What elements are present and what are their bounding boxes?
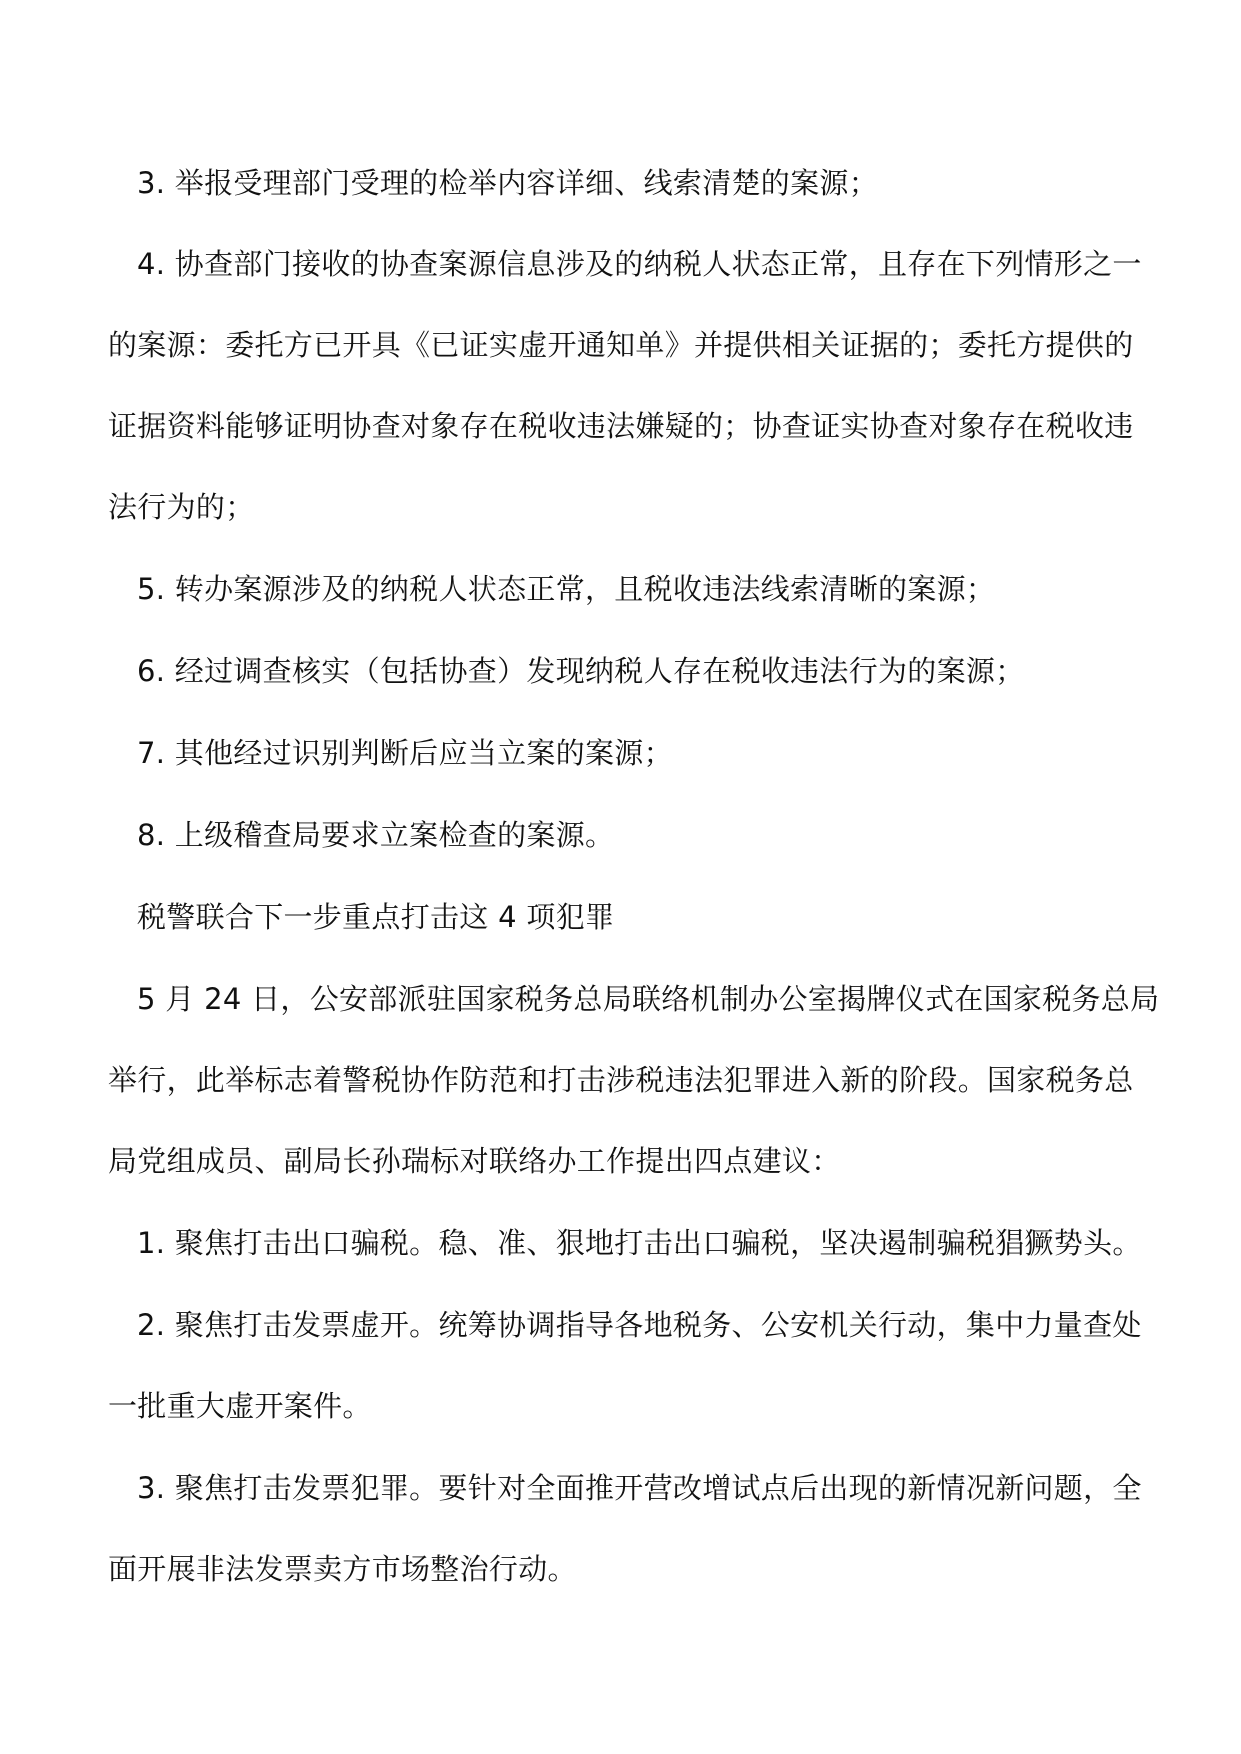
text-line: 7. 其他经过识别判断后应当立案的案源； [137, 736, 673, 770]
text-line: 2. 聚焦打击发票虚开。统筹协调指导各地税务、公安机关行动，集中力量查处 [137, 1308, 1142, 1342]
text-line: 6. 经过调查核实（包括协查）发现纳税人存在税收违法行为的案源； [137, 654, 1025, 688]
text-line: 1. 聚焦打击出口骗税。稳、准、狠地打击出口骗税，坚决遏制骗税猖獗势头。 [137, 1226, 1142, 1260]
text-line: 8. 上级稽查局要求立案检查的案源。 [137, 818, 615, 852]
paragraph-suggestion-1 [108, 1223, 1142, 1264]
document-body [108, 163, 1160, 1590]
text-line: 5 月 24 日，公安部派驻国家税务总局联络机制办公室揭牌仪式在国家税务总局 [137, 982, 1160, 1016]
paragraph-item-3-case-source-report [108, 163, 1132, 204]
paragraph-item-8-superior-request [108, 815, 1132, 856]
text-line: 3. 聚焦打击发票犯罪。要针对全面推开营改增试点后出现的新情况新问题，全 [137, 1471, 1142, 1505]
text-line: 的案源：委托方已开具《已证实虚开通知单》并提供相关证据的；委托方提供的 [108, 328, 1134, 362]
text-line: 面开展非法发票卖方市场整治行动。 [108, 1552, 577, 1586]
heading-text: 税警联合下一步重点打击这 4 项犯罪 [137, 900, 615, 934]
paragraph-suggestion-2 [108, 1305, 1142, 1427]
paragraph-item-4-cooperation-check [108, 244, 1142, 528]
text-line: 法行为的； [108, 490, 255, 524]
text-line: 证据资料能够证明协查对象存在税收违法嫌疑的；协查证实协查对象存在税收违 [108, 409, 1134, 443]
text-line: 局党组成员、副局长孙瑞标对联络办工作提出四点建议： [108, 1144, 841, 1178]
text-line: 举行，此举标志着警税协作防范和打击涉税违法犯罪进入新的阶段。国家税务总 [108, 1063, 1134, 1097]
text-line: 5. 转办案源涉及的纳税人状态正常，且税收违法线索清晰的案源； [137, 572, 996, 606]
text-line: 3. 举报受理部门受理的检举内容详细、线索清楚的案源； [137, 166, 878, 200]
paragraph-news-intro [108, 979, 1160, 1182]
text-line: 4. 协查部门接收的协查案源信息涉及的纳税人状态正常，且存在下列情形之一 [137, 247, 1142, 281]
text-line: 一批重大虚开案件。 [108, 1389, 372, 1423]
paragraph-item-6-investigation [108, 651, 1132, 692]
paragraph-item-5-transferred-case [108, 569, 1132, 610]
paragraph-item-7-other-cases [108, 733, 1132, 774]
section-heading [108, 897, 1132, 938]
paragraph-suggestion-3 [108, 1468, 1142, 1590]
